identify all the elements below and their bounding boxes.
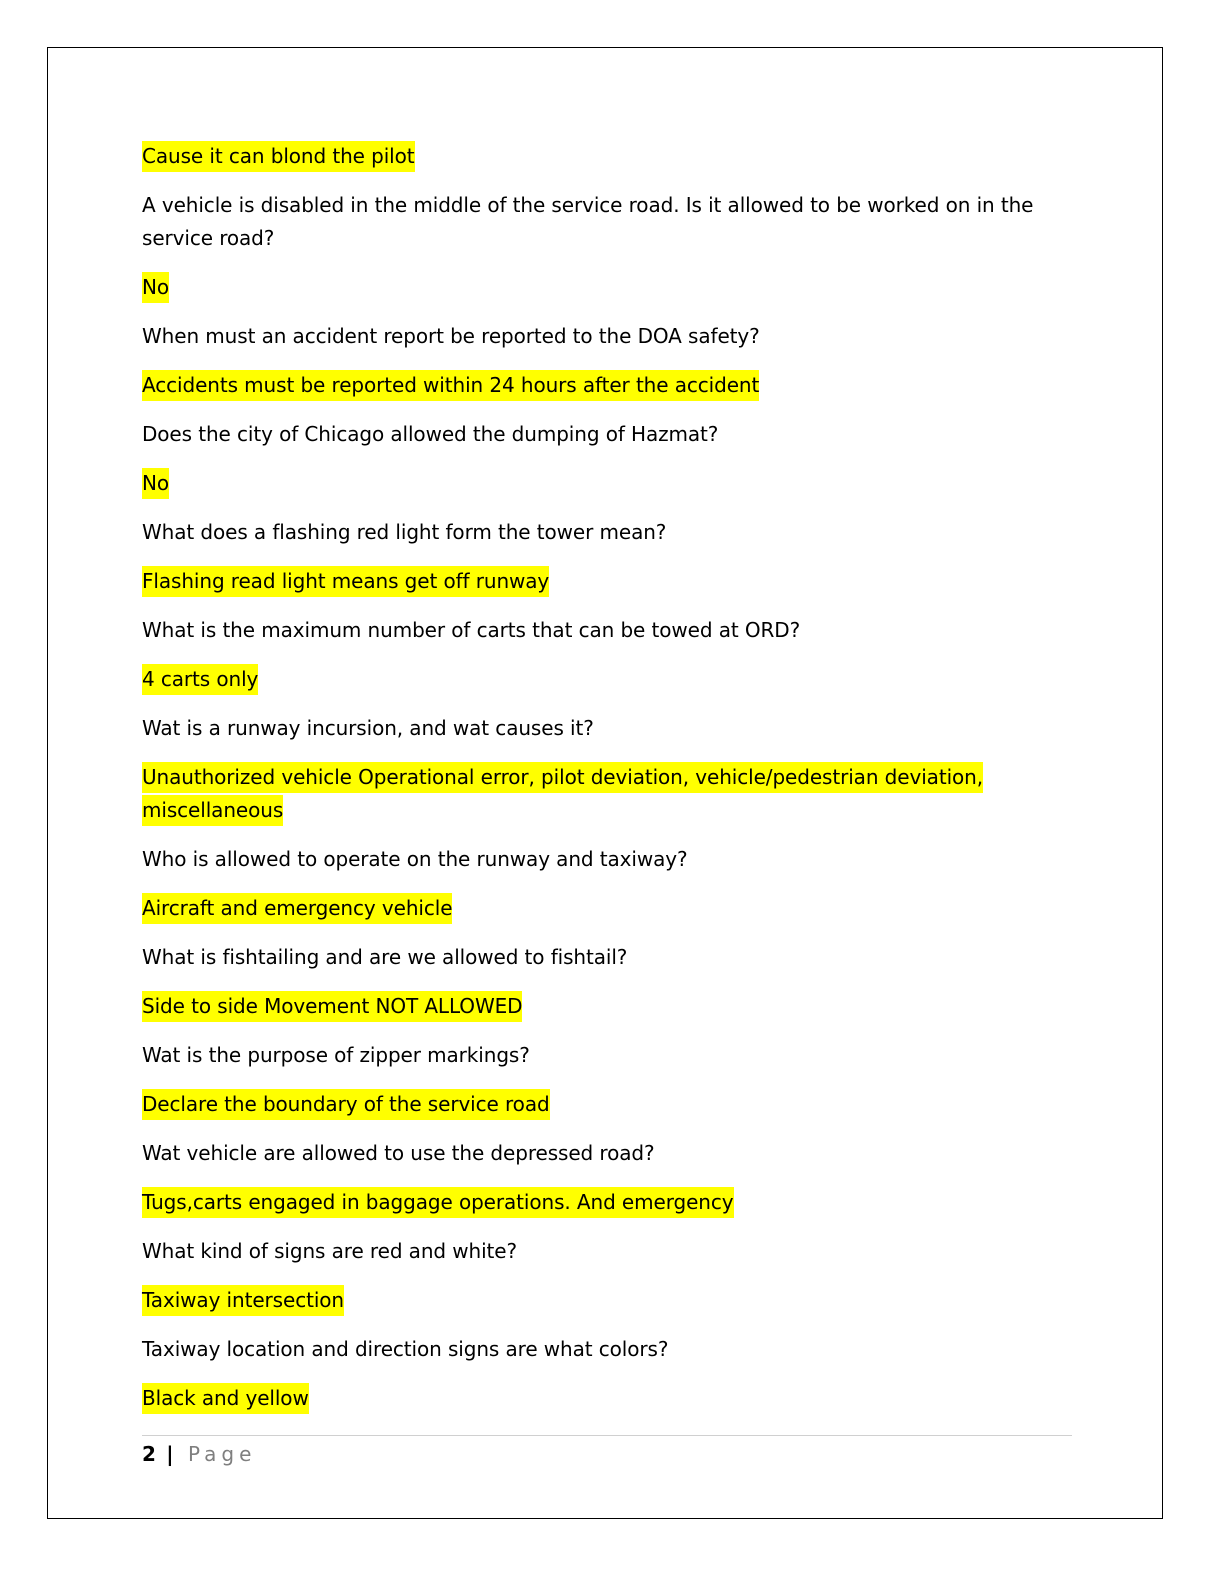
answer-paragraph bbox=[142, 663, 1072, 696]
page-label: Page bbox=[187, 1442, 257, 1466]
answer-paragraph bbox=[142, 1284, 1072, 1317]
answer-paragraph bbox=[142, 140, 1072, 173]
highlighted-text: Cause it can blond the pilot bbox=[142, 141, 415, 172]
answer-paragraph bbox=[142, 565, 1072, 598]
answer-paragraph bbox=[142, 761, 1072, 827]
question-paragraph: What does a flashing red light form the tower mean? bbox=[142, 520, 667, 544]
highlighted-text: Aircraft and emergency vehicle bbox=[142, 893, 452, 924]
answer-paragraph bbox=[142, 271, 1072, 304]
answer-paragraph bbox=[142, 1186, 1072, 1219]
highlighted-text: Black and yellow bbox=[142, 1383, 309, 1414]
highlighted-text: Taxiway intersection bbox=[142, 1285, 344, 1316]
answer-paragraph bbox=[142, 990, 1072, 1023]
highlighted-text: No bbox=[142, 468, 169, 499]
question-paragraph: A vehicle is disabled in the middle of the service road. Is it allowed to be worked on in the service road? bbox=[142, 193, 1034, 250]
document-body bbox=[142, 140, 1072, 1431]
highlighted-text: Declare the boundary of the service road bbox=[142, 1089, 550, 1120]
answer-paragraph bbox=[142, 467, 1072, 500]
question-paragraph: What is the maximum number of carts that can be towed at ORD? bbox=[142, 618, 801, 642]
highlighted-text: Flashing read light means get off runway bbox=[142, 566, 549, 597]
question-paragraph: Wat vehicle are allowed to use the depressed road? bbox=[142, 1141, 655, 1165]
footer-divider bbox=[142, 1435, 1072, 1436]
highlighted-text: Accidents must be reported within 24 hours after the accident bbox=[142, 370, 759, 401]
answer-paragraph bbox=[142, 892, 1072, 925]
answer-paragraph bbox=[142, 1088, 1072, 1121]
question-paragraph: Wat is a runway incursion, and wat causes it? bbox=[142, 716, 594, 740]
question-paragraph: What kind of signs are red and white? bbox=[142, 1239, 518, 1263]
highlighted-text: Tugs,carts engaged in baggage operations. And emergency bbox=[142, 1187, 734, 1218]
answer-paragraph bbox=[142, 369, 1072, 402]
question-paragraph: What is fishtailing and are we allowed to fishtail? bbox=[142, 945, 628, 969]
question-paragraph: Taxiway location and direction signs are what colors? bbox=[142, 1337, 669, 1361]
footer-separator: | bbox=[166, 1442, 174, 1466]
page-footer bbox=[142, 1440, 256, 1468]
answer-paragraph bbox=[142, 1382, 1072, 1415]
page-number: 2 bbox=[142, 1442, 156, 1466]
highlighted-text: Unauthorized vehicle Operational error, pilot deviation, vehicle/pedestrian deviation, miscellaneous bbox=[142, 762, 983, 826]
question-paragraph: Does the city of Chicago allowed the dumping of Hazmat? bbox=[142, 422, 719, 446]
highlighted-text: No bbox=[142, 272, 169, 303]
question-paragraph: Wat is the purpose of zipper markings? bbox=[142, 1043, 530, 1067]
question-paragraph: When must an accident report be reported to the DOA safety? bbox=[142, 324, 760, 348]
highlighted-text: Side to side Movement NOT ALLOWED bbox=[142, 991, 522, 1022]
question-paragraph: Who is allowed to operate on the runway and taxiway? bbox=[142, 847, 688, 871]
highlighted-text: 4 carts only bbox=[142, 664, 258, 695]
